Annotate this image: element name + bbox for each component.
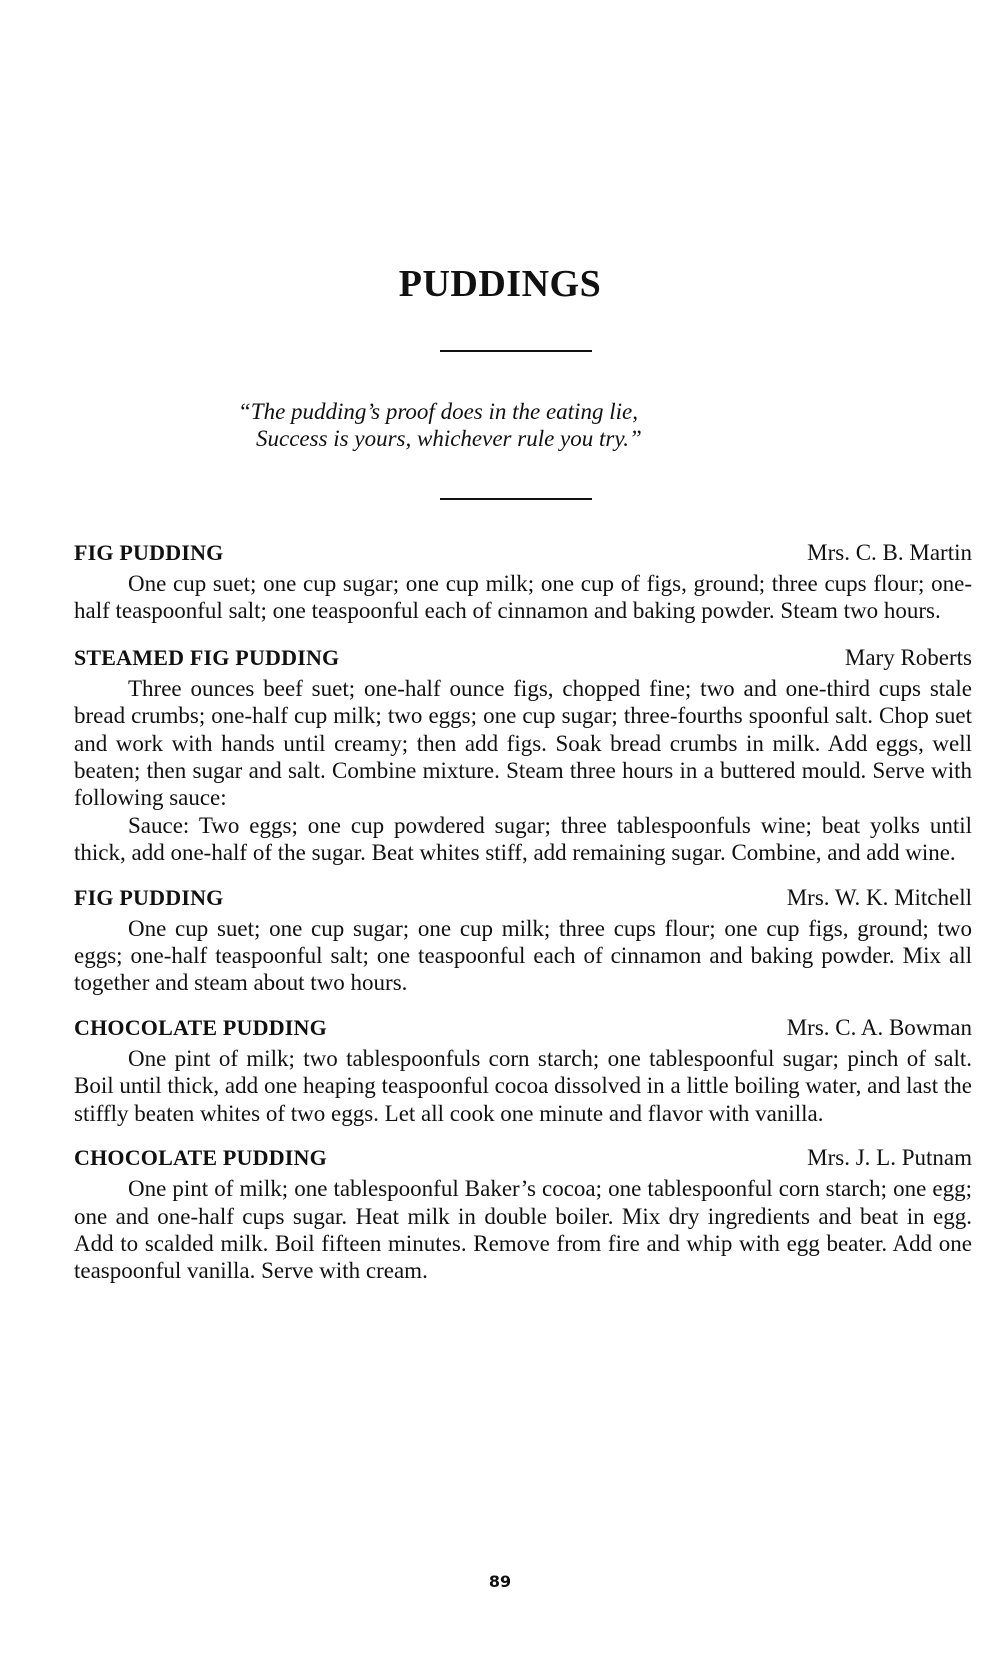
recipe-header xyxy=(74,645,972,675)
recipe-title: CHOCOLATE PUDDING xyxy=(74,1145,327,1171)
recipe-header xyxy=(74,1015,972,1045)
recipe-paragraph: Three ounces beef suet; one-half ounce figs, chopped fine; two and one-third cups stale bread crumbs; one-half cup milk; two eggs; one cup sugar; three-fourths spoonful salt. Chop suet and work with hands until creamy; then add figs. Soak bread crumbs in milk. Add eggs, well beaten; then sugar and salt. Combine mixture. Steam three hours in a buttered mould. Serve with following sauce: xyxy=(74,675,972,811)
epigraph-line-1: “The pudding’s proof does in the eating lie, xyxy=(238,399,638,424)
recipe-fig-pudding-mitchell xyxy=(74,885,972,997)
recipe-title: CHOCOLATE PUDDING xyxy=(74,1014,327,1040)
recipe-header xyxy=(74,885,972,915)
page-title: PUDDINGS xyxy=(398,263,602,305)
recipe-chocolate-pudding-bowman xyxy=(74,1015,972,1127)
recipe-author: Mrs. J. L. Putnam xyxy=(807,1145,972,1171)
recipe-author: Mary Roberts xyxy=(844,644,972,670)
recipe-title: STEAMED FIG PUDDING xyxy=(74,644,340,670)
epigraph-divider xyxy=(440,498,592,500)
recipe-body xyxy=(74,1175,972,1285)
recipe-chocolate-pudding-putnam xyxy=(74,1145,972,1285)
recipe-author: Mrs. C. A. Bowman xyxy=(786,1014,972,1040)
recipe-title: FIG PUDDING xyxy=(74,884,224,910)
recipe-paragraph: One pint of milk; one tablespoonful Baker’s cocoa; one tablespoonful corn starch; one egg; one and one-half cups sugar. Heat milk in double boiler. Mix dry ingredients and beat in egg. Add to scalded milk. Boil fifteen minutes. Remove from fire and whip with egg beater. Add one teaspoonful vanilla. Serve with cream. xyxy=(74,1176,972,1284)
recipe-paragraph: One pint of milk; two tablespoonfuls corn starch; one tablespoonful sugar; pinch of salt. Boil until thick, add one heaping teaspoonful cocoa dissolved in a little boiling water, and last the stiffly beaten whites of two eggs. Let all cook one minute and flavor with vanilla. xyxy=(74,1045,972,1126)
recipe-body xyxy=(74,915,972,997)
recipe-body xyxy=(74,570,972,625)
recipe-paragraph: One cup suet; one cup sugar; one cup milk; one cup of figs, ground; three cups flour; one-half teaspoonful salt; one teaspoonful each of cinnamon and baking powder. Steam two hours. xyxy=(74,571,972,624)
recipe-sauce-paragraph: Sauce: Two eggs; one cup powdered sugar; three tablespoonfuls wine; beat yolks until thick, add one-half of the sugar. Beat whites stiff, add remaining sugar. Combine, and add wine. xyxy=(74,812,972,866)
recipe-body xyxy=(74,675,972,867)
epigraph xyxy=(238,398,798,452)
title-divider xyxy=(440,350,592,352)
recipe-steamed-fig-pudding-roberts xyxy=(74,645,972,867)
recipe-list xyxy=(74,540,972,1285)
recipe-fig-pudding-martin xyxy=(74,540,972,625)
page-number: 89 xyxy=(488,1572,512,1591)
recipe-paragraph: One cup suet; one cup sugar; one cup milk; three cups flour; one cup figs, ground; two eggs; one-half teaspoonful salt; one teaspoonful each of cinnamon and baking powder. Mix all together and steam about two hours. xyxy=(74,915,972,996)
recipe-author: Mrs. W. K. Mitchell xyxy=(786,884,972,910)
recipe-header xyxy=(74,540,972,570)
recipe-title: FIG PUDDING xyxy=(74,540,224,565)
recipe-body xyxy=(74,1045,972,1127)
epigraph-line-2: Success is yours, whichever rule you try.” xyxy=(256,426,642,451)
recipe-author: Mrs. C. B. Martin xyxy=(807,540,972,565)
recipe-header xyxy=(74,1145,972,1175)
